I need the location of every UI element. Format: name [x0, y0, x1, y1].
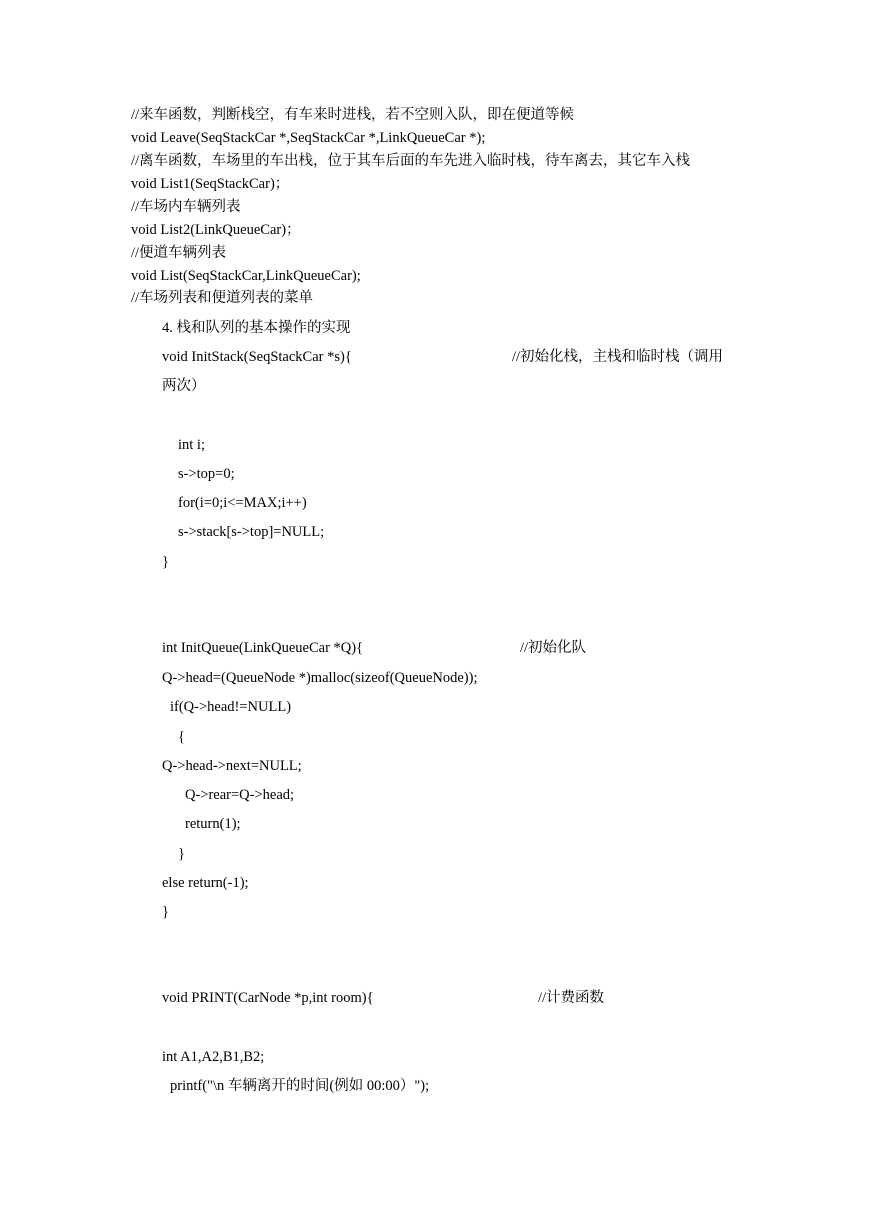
code-line: Q->head=(QueueNode *)malloc(sizeof(QueueNode)); [162, 670, 478, 686]
code-line: void InitStack(SeqStackCar *s){ [162, 349, 352, 365]
text-line: void List1(SeqStackCar)； [131, 176, 290, 192]
code-comment: //计费函数 [538, 990, 605, 1006]
code-comment: //初始化队 [520, 640, 587, 656]
section-heading: 4. 栈和队列的基本操作的实现 [162, 320, 351, 336]
code-line: s->top=0; [178, 466, 235, 482]
code-line: int i; [178, 437, 205, 453]
text-line: //车场列表和便道列表的菜单 [131, 290, 314, 306]
code-line: if(Q->head!=NULL) [170, 699, 292, 715]
text-line: //离车函数，车场里的车出栈，位于其车后面的车先进入临时栈，待车离去，其它车入栈 [131, 153, 691, 169]
code-line: void PRINT(CarNode *p,int room){ [162, 990, 374, 1006]
code-line: Q->head->next=NULL; [162, 758, 302, 774]
code-line: else return(-1); [162, 875, 249, 891]
text-line: //来车函数，判断栈空，有车来时进栈，若不空则入队，即在便道等候 [131, 107, 575, 123]
text-line: //车场内车辆列表 [131, 199, 241, 215]
code-line: return(1); [185, 816, 241, 832]
code-comment: //初始化栈，主栈和临时栈（调用 [512, 349, 724, 365]
code-line: s->stack[s->top]=NULL; [178, 524, 325, 540]
code-line: } [178, 846, 185, 862]
text-line: void Leave(SeqStackCar *,SeqStackCar *,LinkQueueCar *); [131, 130, 486, 146]
code-line: int A1,A2,B1,B2; [162, 1049, 265, 1065]
code-line: printf("\n 车辆离开的时间(例如 00:00）"); [170, 1078, 430, 1094]
code-line: Q->rear=Q->head; [185, 787, 295, 803]
code-line: { [178, 729, 185, 745]
code-line: for(i=0;i<=MAX;i++) [178, 495, 307, 511]
text-line: //便道车辆列表 [131, 245, 227, 261]
text-line: void List(SeqStackCar,LinkQueueCar); [131, 268, 361, 284]
text-line: void List2(LinkQueueCar)； [131, 222, 301, 238]
code-line: int InitQueue(LinkQueueCar *Q){ [162, 640, 364, 656]
code-comment-continued: 两次） [162, 378, 206, 394]
code-line: } [162, 554, 169, 570]
code-line: } [162, 904, 169, 920]
